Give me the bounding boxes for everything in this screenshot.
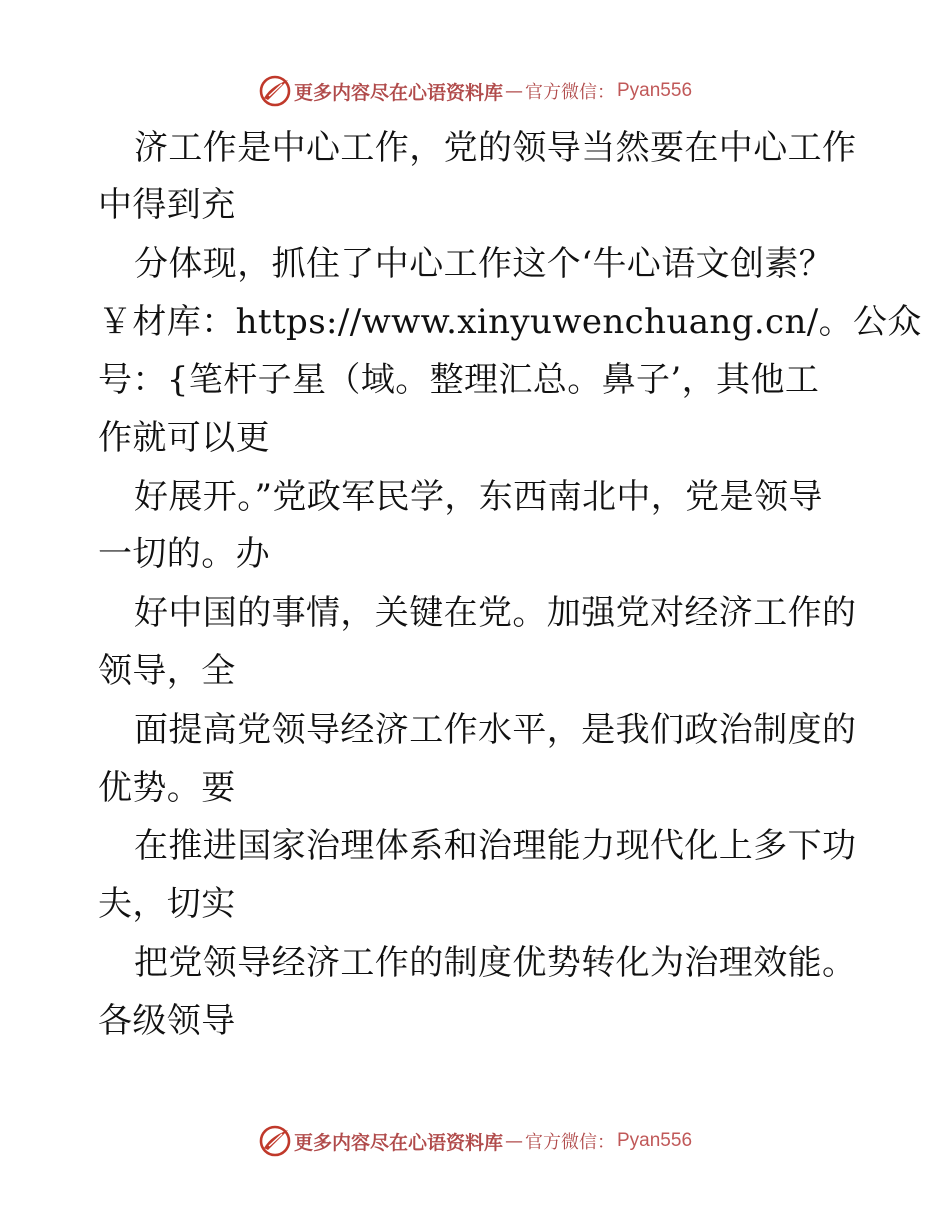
body-line: 分体现，抓住了中心工作这个‘牛心语文创素？ bbox=[134, 244, 834, 284]
pen-logo-icon bbox=[258, 74, 292, 108]
body-line: 好展开。”党政军民学，东西南北中，党是领导 bbox=[134, 477, 823, 517]
footer-banner bbox=[0, 1121, 950, 1161]
body-line: 济工作是中心工作，党的领导当然要在中心工作 bbox=[134, 128, 857, 168]
header-banner bbox=[0, 71, 950, 111]
footer-separator: — bbox=[505, 1130, 523, 1152]
header-separator: — bbox=[505, 80, 523, 102]
body-line: 面提高党领导经济工作水平，是我们政治制度的 bbox=[134, 710, 857, 750]
body-line: 领导，全 bbox=[98, 651, 236, 691]
body-line: 在推进国家治理体系和治理能力现代化上多下功 bbox=[134, 826, 857, 866]
body-line: 各级领导 bbox=[98, 1001, 236, 1041]
footer-brand-text: 更多内容尽在心语资料库 bbox=[293, 1131, 503, 1154]
footer-wechat-label: 官方微信： bbox=[525, 1132, 615, 1153]
pen-logo-icon bbox=[258, 1124, 292, 1158]
body-line: 一切的。办 bbox=[98, 534, 270, 574]
body-line: 把党领导经济工作的制度优势转化为治理效能。 bbox=[134, 943, 857, 983]
header-wechat-label: 官方微信： bbox=[525, 82, 615, 103]
body-line: 中得到充 bbox=[98, 185, 236, 225]
body-line: 号：{笔杆子星（域。整理汇总。鼻子’，其他工 bbox=[98, 360, 820, 400]
footer-wechat-id: Pyan556 bbox=[617, 1130, 693, 1151]
body-line: 优势。要 bbox=[98, 768, 236, 808]
body-line: 作就可以更 bbox=[98, 418, 270, 458]
header-wechat-id: Pyan556 bbox=[617, 80, 693, 101]
body-line: 夫，切实 bbox=[98, 884, 236, 924]
body-line: 好中国的事情，关键在党。加强党对经济工作的 bbox=[134, 593, 857, 633]
body-line: ￥材库：https://www.xinyuwenchuang.cn/。公众 bbox=[98, 302, 922, 342]
header-brand-text: 更多内容尽在心语资料库 bbox=[293, 81, 503, 104]
